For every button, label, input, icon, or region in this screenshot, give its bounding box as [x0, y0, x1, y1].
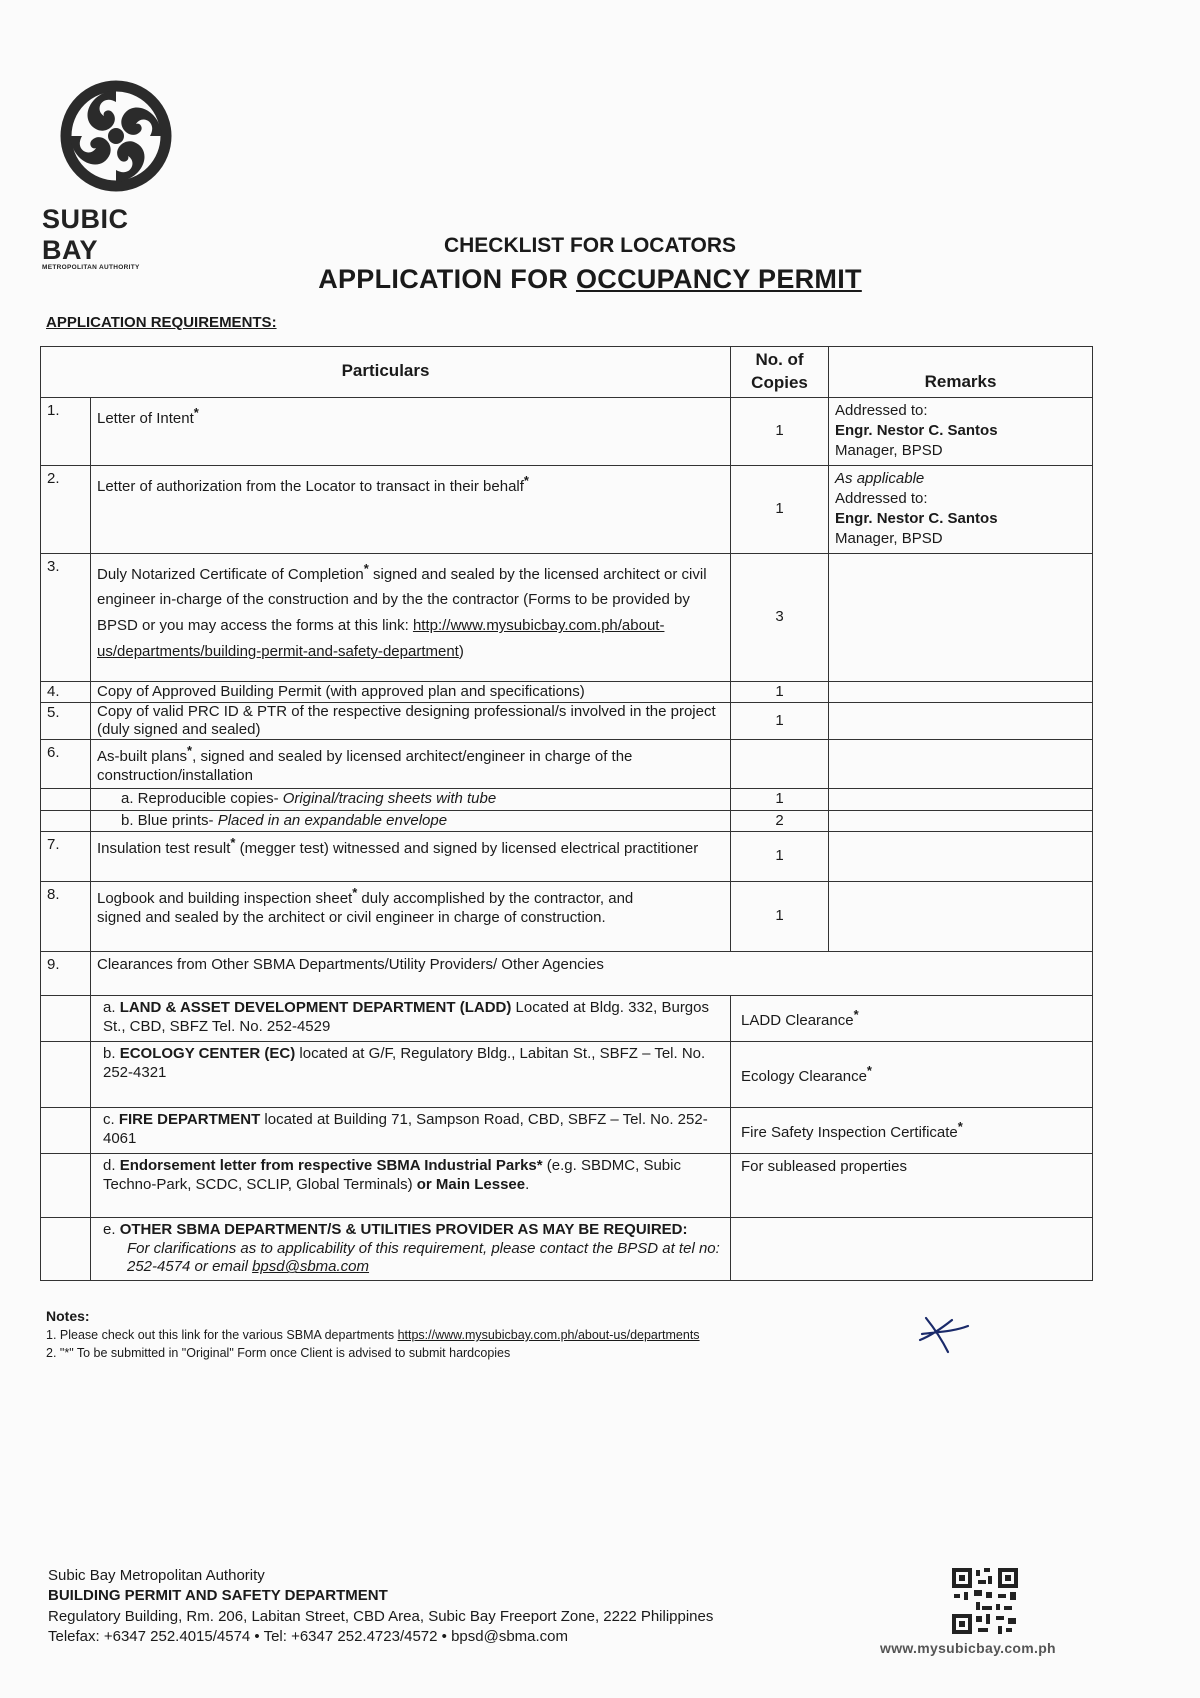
table-row [41, 951, 1093, 995]
row-remarks: Ecology Clearance* [731, 1041, 1093, 1107]
table-row [41, 789, 1093, 810]
header-copies: No. of Copies [731, 347, 829, 398]
row-number [41, 1153, 91, 1217]
row-particular: As-built plans*, signed and sealed by licensed architect/engineer in charge of the construction/installation [91, 739, 731, 789]
row-remarks: LADD Clearance* [731, 995, 1093, 1041]
table-row [41, 397, 1093, 465]
table-row [41, 465, 1093, 553]
row-particular: Letter of Intent* [91, 397, 731, 465]
row-copies: 1 [731, 789, 829, 810]
document-subtitle: CHECKLIST FOR LOCATORS [443, 234, 737, 257]
table-header [41, 347, 1093, 398]
row-remarks: For subleased properties [731, 1153, 1093, 1217]
row-number: 9. [41, 951, 91, 995]
row-remarks: As applicable Addressed to: Engr. Nestor C. Santos Manager, BPSD [829, 465, 1093, 553]
requirements-table [40, 346, 1093, 1281]
row-particular: Clearances from Other SBMA Departments/Utility Providers/ Other Agencies [91, 951, 1093, 995]
logo-subtitle: METROPOLITAN AUTHORITY [42, 264, 140, 271]
sbma-emblem-icon [48, 72, 184, 200]
row-copies: 1 [731, 831, 829, 881]
row-remarks [829, 553, 1093, 681]
row-copies [731, 739, 829, 789]
notes [46, 1304, 700, 1360]
row-copies: 1 [731, 681, 829, 702]
row-particular: a. Reproducible copies- Original/tracing sheets with tube [91, 789, 731, 810]
row-remarks [829, 702, 1093, 739]
row-number: 7. [41, 831, 91, 881]
note-2: 2. "*" To be submitted in "Original" Form once Client is advised to submit hardcopies [46, 1346, 511, 1360]
row-remarks [829, 739, 1093, 789]
table-row [41, 881, 1093, 951]
row-particular: c. FIRE DEPARTMENT located at Building 71, Sampson Road, CBD, SBFZ – Tel. No. 252-4061 [91, 1107, 731, 1153]
note-1: 1. Please check out this link for the various SBMA departments https://www.mysubicbay.com.ph/about-us/departments [46, 1328, 700, 1342]
row-copies: 1 [731, 465, 829, 553]
row-number [41, 810, 91, 831]
row-copies: 1 [731, 881, 829, 951]
row-number [41, 1107, 91, 1153]
title-prefix: APPLICATION FOR [318, 264, 576, 294]
table-row [41, 995, 1093, 1041]
row-number: 2. [41, 465, 91, 553]
table-row [41, 1041, 1093, 1107]
row-particular: Logbook and building inspection sheet* duly accomplished by the contractor, and signed and sealed by the architect or civil engineer in charge of construction. [91, 881, 731, 951]
row-particular: Copy of valid PRC ID & PTR of the respective designing professional/s involved in the project (duly signed and sealed) [91, 702, 731, 739]
row-number: 4. [41, 681, 91, 702]
row-number [41, 1041, 91, 1107]
document-title [0, 264, 1180, 295]
header-remarks: Remarks [829, 347, 1093, 398]
row-number: 8. [41, 881, 91, 951]
row-particular: b. Blue prints- Placed in an expandable envelope [91, 810, 731, 831]
row-number: 3. [41, 553, 91, 681]
section-heading: APPLICATION REQUIREMENTS: [46, 314, 277, 331]
table-row [41, 553, 1093, 681]
row-number [41, 995, 91, 1041]
row-remarks: Addressed to: Engr. Nestor C. Santos Manager, BPSD [829, 397, 1093, 465]
row-remarks: Fire Safety Inspection Certificate* [731, 1107, 1093, 1153]
row-particular: Insulation test result* (megger test) witnessed and signed by licensed electrical practitioner [91, 831, 731, 881]
row-remarks [829, 831, 1093, 881]
table-row [41, 1107, 1093, 1153]
row-remarks [829, 681, 1093, 702]
row-particular: Duly Notarized Certificate of Completion* signed and sealed by the licensed architect or civil engineer in-charge of the construction and by the the contractor (Forms to be provided by BPSD or you may access the forms at this link: http://www.mysubicbay.com.ph/about-us/departments/building-permit-and-safety-department) [91, 553, 731, 681]
row-remarks [829, 789, 1093, 810]
row-particular: Copy of Approved Building Permit (with approved plan and specifications) [91, 681, 731, 702]
table-row [41, 1153, 1093, 1217]
departments-link[interactable]: https://www.mysubicbay.com.ph/about-us/departments [397, 1328, 700, 1342]
footer-org: Subic Bay Metropolitan Authority [48, 1567, 265, 1584]
row-number [41, 789, 91, 810]
footer [48, 1566, 713, 1647]
row-particular: e. OTHER SBMA DEPARTMENT/S & UTILITIES PROVIDER AS MAY BE REQUIRED: For clarifications as to applicability of this requirement, please contact the BPSD at tel no: 252-4574 or email bpsd@sbma.com [91, 1217, 731, 1280]
signature-icon [912, 1306, 972, 1356]
row-number: 6. [41, 739, 91, 789]
row-particular: d. Endorsement letter from respective SBMA Industrial Parks* (e.g. SBDMC, Subic Techno-Park, SCDC, SCLIP, Global Terminals) or Main Lessee. [91, 1153, 731, 1217]
notes-heading: Notes: [46, 1308, 90, 1324]
qr-code-icon [950, 1566, 1020, 1636]
table-row [41, 831, 1093, 881]
title-underlined: OCCUPANCY PERMIT [575, 264, 862, 294]
footer-address: Regulatory Building, Rm. 206, Labitan Street, CBD Area, Subic Bay Freeport Zone, 2222 Philippines [48, 1607, 714, 1625]
row-remarks [829, 881, 1093, 951]
row-copies: 3 [731, 553, 829, 681]
table-row [41, 1217, 1093, 1280]
logo-name: SUBIC BAY [42, 204, 129, 265]
footer-contact: Telefax: +6347 252.4015/4574 • Tel: +6347 252.4723/4572 • bpsd@sbma.com [48, 1627, 569, 1645]
header-particulars: Particulars [41, 347, 731, 398]
building-permit-link[interactable]: http://www.mysubicbay.com.ph/about-us/departments/building-permit-and-safety-department [97, 617, 665, 661]
footer-dept: BUILDING PERMIT AND SAFETY DEPARTMENT [48, 1587, 388, 1605]
row-number [41, 1217, 91, 1280]
table-row [41, 681, 1093, 702]
row-copies: 1 [731, 702, 829, 739]
row-remarks [829, 810, 1093, 831]
table-row [41, 702, 1093, 739]
website-url[interactable]: www.mysubicbay.com.ph [880, 1640, 1056, 1656]
row-particular: Letter of authorization from the Locator to transact in their behalf* [91, 465, 731, 553]
row-remarks [731, 1217, 1093, 1280]
row-number: 1. [41, 397, 91, 465]
row-copies: 2 [731, 810, 829, 831]
row-particular: b. ECOLOGY CENTER (EC) located at G/F, Regulatory Bldg., Labitan St., SBFZ – Tel. No. 252-4321 [91, 1041, 731, 1107]
table-row [41, 810, 1093, 831]
row-particular: a. LAND & ASSET DEVELOPMENT DEPARTMENT (LADD) Located at Bldg. 332, Burgos St., CBD, SBFZ Tel. No. 252-4529 [91, 995, 731, 1041]
row-copies: 1 [731, 397, 829, 465]
row-number: 5. [41, 702, 91, 739]
table-row [41, 739, 1093, 789]
bpsd-email-link[interactable]: bpsd@sbma.com [252, 1258, 370, 1276]
